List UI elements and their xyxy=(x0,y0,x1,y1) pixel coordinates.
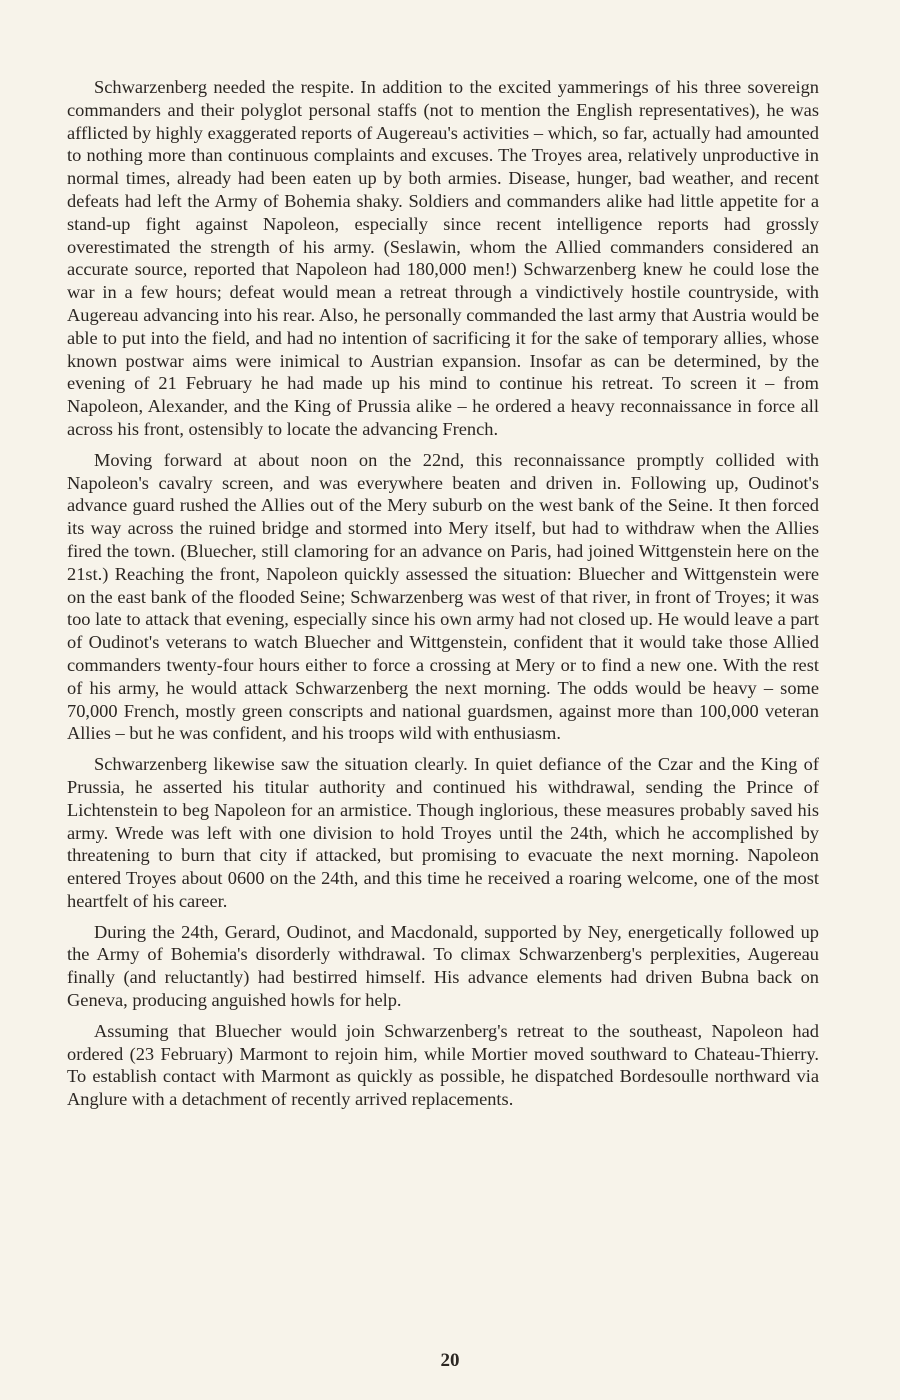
paragraph-2: Moving forward at about noon on the 22nd, this reconnaissance promptly collided with Napoleon's cavalry screen, and was everywhere beaten and driven in. Following up, Oudinot's advance guard rushed the Allies out of the Mery suburb on the west bank of the Seine. It then forced its way across the ruined bridge and stormed into Mery itself, but had to withdraw when the Allies fired the town. (Bluecher, still clamoring for an advance on Paris, had joined Wittgenstein here on the 21st.) Reaching the front, Napoleon quickly assessed the situation: Bluecher and Wittgenstein were on the east bank of the flooded Seine; Schwarzenberg was west of that river, in front of Troyes; it was too late to attack that evening, especially since his own army had not closed up. He would leave a part of Oudinot's veterans to watch Bluecher and Wittgenstein, confident that it would take those Allied commanders twenty-four hours either to force a crossing at Mery or to find a new one. With the rest of his army, he would attack Schwarzenberg the next morning. The odds would be heavy – some 70,000 French, mostly green conscripts and national guardsmen, against more than 100,000 veteran Allies – but he was confident, and his troops wild with enthusiasm. xyxy=(67,449,819,744)
page-number: 20 xyxy=(440,1350,460,1371)
paragraph-3: Schwarzenberg likewise saw the situation clearly. In quiet defiance of the Czar and the King of Prussia, he asserted his titular authority and continued his withdrawal, sending the Prince of Lichtenstein to beg Napoleon for an armistice. Though inglorious, these measures probably saved his army. Wrede was left with one division to hold Troyes until the 24th, which he accomplished by threatening to burn that city if attacked, but promising to evacuate the next morning. Napoleon entered Troyes about 0600 on the 24th, and this time he received a roaring welcome, one of the most heartfelt of his career. xyxy=(67,754,819,911)
paragraph-5: Assuming that Bluecher would join Schwarzenberg's retreat to the southeast, Napoleon had ordered (23 February) Marmont to rejoin him, while Mortier moved southward to Chateau-Thierry. To establish contact with Marmont as quickly as possible, he dispatched Bordesoulle northward via Anglure with a detachment of recently arrived replacements. xyxy=(67,1020,819,1110)
paragraph-4: During the 24th, Gerard, Oudinot, and Macdonald, supported by Ney, energetically followed up the Army of Bohemia's disorderly withdrawal. To climax Schwarzenberg's perplexities, Augereau finally (and reluctantly) had bestirred himself. His advance elements had driven Bubna back on Geneva, producing anguished howls for help. xyxy=(67,921,819,1011)
paragraph-1: Schwarzenberg needed the respite. In addition to the excited yammerings of his three sovereign commanders and their polyglot personal staffs (not to mention the English representatives), he was afflicted by highly exaggerated reports of Augereau's activities – which, so far, actually had amounted to nothing more than continuous complaints and excuses. The Troyes area, relatively unproductive in normal times, already had been eaten up by both armies. Disease, hunger, bad weather, and recent defeats had left the Army of Bohemia shaky. Soldiers and commanders alike had little appetite for a stand-up fight against Napoleon, especially since recent intelligence reports had grossly overestimated the strength of his army. (Seslawin, whom the Allied commanders considered an accurate source, reported that Napoleon had 180,000 men!) Schwarzenberg knew he could lose the war in a few hours; defeat would mean a retreat through a vindictively hostile countryside, with Augereau advancing into his rear. Also, he personally commanded the last army that Austria would be able to put into the field, and had no intention of sacrificing it for the sake of temporary allies, whose known postwar aims were inimical to Austrian expansion. Insofar as can be determined, by the evening of 21 February he had made up his mind to continue his retreat. To screen it – from Napoleon, Alexander, and the King of Prussia alike – he ordered a heavy reconnaissance in force all across his front, ostensibly to locate the advancing French. xyxy=(67,77,819,439)
page-body xyxy=(67,76,819,1119)
